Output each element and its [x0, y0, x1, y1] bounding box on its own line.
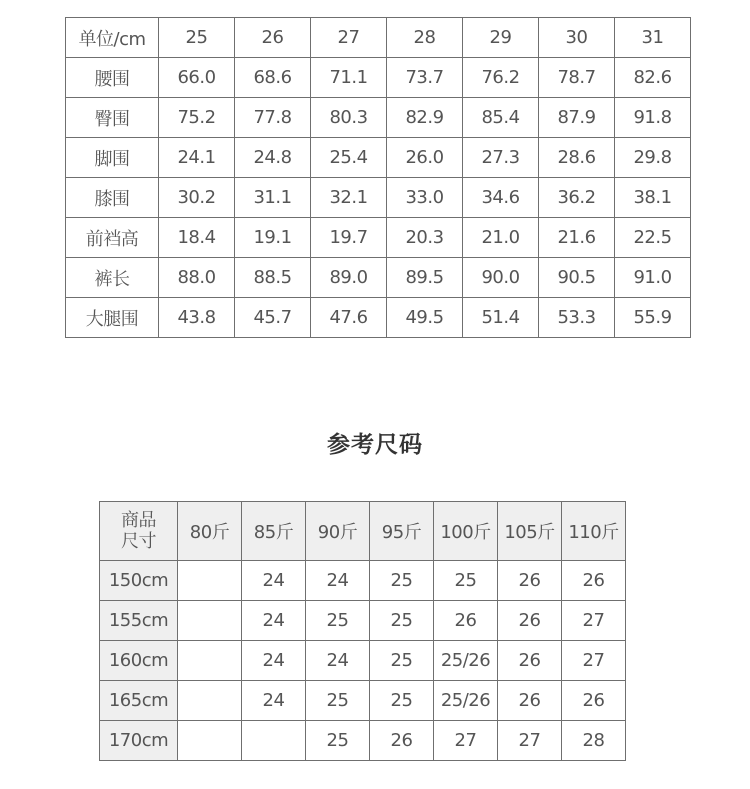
- weight-header-cell: 100斤: [434, 502, 498, 561]
- size-header-cell: 29: [463, 18, 539, 58]
- size-header-cell: 30: [539, 18, 615, 58]
- height-row: [100, 681, 626, 721]
- measure-cell: 88.5: [235, 258, 311, 298]
- size-cell: [178, 721, 242, 761]
- size-cell: 26: [370, 721, 434, 761]
- measure-cell: 25.4: [311, 138, 387, 178]
- size-cell: 25/26: [434, 681, 498, 721]
- measure-cell: 29.8: [615, 138, 691, 178]
- corner-label-line1: 商品: [121, 510, 156, 531]
- corner-label-line2: 尺寸: [121, 531, 156, 552]
- height-label: 150cm: [100, 561, 178, 601]
- size-header-cell: 31: [615, 18, 691, 58]
- measure-cell: 87.9: [539, 98, 615, 138]
- size-cell: 28: [562, 721, 626, 761]
- measure-cell: 19.7: [311, 218, 387, 258]
- size-cell: 26: [498, 601, 562, 641]
- measure-cell: 30.2: [159, 178, 235, 218]
- size-chart-table: [65, 17, 691, 338]
- row-label: 臀围: [66, 98, 159, 138]
- size-cell: [242, 721, 306, 761]
- size-cell: 25: [306, 601, 370, 641]
- measure-cell: 91.8: [615, 98, 691, 138]
- reference-size-table: [99, 501, 626, 761]
- size-cell: 25: [306, 721, 370, 761]
- measure-cell: 36.2: [539, 178, 615, 218]
- size-cell: [178, 681, 242, 721]
- measure-cell: 22.5: [615, 218, 691, 258]
- weight-header-row: [100, 502, 626, 561]
- height-label: 170cm: [100, 721, 178, 761]
- measure-cell: 90.5: [539, 258, 615, 298]
- measure-cell: 27.3: [463, 138, 539, 178]
- size-cell: 25: [370, 561, 434, 601]
- size-cell: 27: [498, 721, 562, 761]
- length-row: [66, 258, 691, 298]
- size-cell: 25: [370, 601, 434, 641]
- row-label: 裤长: [66, 258, 159, 298]
- measure-cell: 89.5: [387, 258, 463, 298]
- height-row: [100, 641, 626, 681]
- row-label: 脚围: [66, 138, 159, 178]
- size-cell: [178, 641, 242, 681]
- measure-cell: 24.1: [159, 138, 235, 178]
- measure-cell: 43.8: [159, 298, 235, 338]
- hip-row: [66, 98, 691, 138]
- weight-header-cell: 95斤: [370, 502, 434, 561]
- knee-row: [66, 178, 691, 218]
- measure-cell: 18.4: [159, 218, 235, 258]
- height-label: 155cm: [100, 601, 178, 641]
- height-row: [100, 601, 626, 641]
- measure-cell: 49.5: [387, 298, 463, 338]
- size-cell: [178, 561, 242, 601]
- size-cell: 25/26: [434, 641, 498, 681]
- row-label: 前裆高: [66, 218, 159, 258]
- measure-cell: 32.1: [311, 178, 387, 218]
- weight-header-cell: 110斤: [562, 502, 626, 561]
- measure-cell: 85.4: [463, 98, 539, 138]
- measure-cell: 89.0: [311, 258, 387, 298]
- measure-cell: 78.7: [539, 58, 615, 98]
- measure-cell: 26.0: [387, 138, 463, 178]
- size-header-cell: 28: [387, 18, 463, 58]
- measure-cell: 76.2: [463, 58, 539, 98]
- measure-cell: 88.0: [159, 258, 235, 298]
- measure-cell: 47.6: [311, 298, 387, 338]
- measure-cell: 33.0: [387, 178, 463, 218]
- measure-cell: 53.3: [539, 298, 615, 338]
- thigh-row: [66, 298, 691, 338]
- measure-cell: 21.0: [463, 218, 539, 258]
- ankle-row: [66, 138, 691, 178]
- measure-cell: 51.4: [463, 298, 539, 338]
- size-cell: 25: [306, 681, 370, 721]
- weight-header-cell: 80斤: [178, 502, 242, 561]
- size-header-cell: 26: [235, 18, 311, 58]
- size-cell: 24: [306, 561, 370, 601]
- size-cell: 24: [306, 641, 370, 681]
- weight-header-cell: 105斤: [498, 502, 562, 561]
- measure-cell: 82.9: [387, 98, 463, 138]
- measure-cell: 21.6: [539, 218, 615, 258]
- size-cell: 24: [242, 641, 306, 681]
- row-label: 腰围: [66, 58, 159, 98]
- measure-cell: 73.7: [387, 58, 463, 98]
- size-cell: 26: [498, 681, 562, 721]
- front-rise-row: [66, 218, 691, 258]
- size-cell: 24: [242, 561, 306, 601]
- measure-cell: 19.1: [235, 218, 311, 258]
- measure-cell: 24.8: [235, 138, 311, 178]
- measure-cell: 75.2: [159, 98, 235, 138]
- measure-cell: 71.1: [311, 58, 387, 98]
- measure-cell: 68.6: [235, 58, 311, 98]
- size-header-cell: 25: [159, 18, 235, 58]
- corner-header-cell: [100, 502, 178, 561]
- size-cell: 26: [498, 561, 562, 601]
- measure-cell: 90.0: [463, 258, 539, 298]
- size-cell: [178, 601, 242, 641]
- measure-cell: 34.6: [463, 178, 539, 218]
- size-cell: 27: [562, 601, 626, 641]
- size-header-row: [66, 18, 691, 58]
- size-cell: 27: [562, 641, 626, 681]
- measure-cell: 55.9: [615, 298, 691, 338]
- measure-cell: 77.8: [235, 98, 311, 138]
- weight-header-cell: 85斤: [242, 502, 306, 561]
- weight-header-cell: 90斤: [306, 502, 370, 561]
- measure-cell: 91.0: [615, 258, 691, 298]
- measure-cell: 31.1: [235, 178, 311, 218]
- size-cell: 24: [242, 601, 306, 641]
- size-cell: 26: [434, 601, 498, 641]
- row-label: 大腿围: [66, 298, 159, 338]
- height-label: 160cm: [100, 641, 178, 681]
- measure-cell: 20.3: [387, 218, 463, 258]
- waist-row: [66, 58, 691, 98]
- height-row: [100, 721, 626, 761]
- unit-header-cell: 单位/cm: [66, 18, 159, 58]
- size-cell: 25: [370, 641, 434, 681]
- size-cell: 24: [242, 681, 306, 721]
- reference-size-title: 参考尺码: [327, 432, 423, 458]
- size-cell: 26: [562, 561, 626, 601]
- height-row: [100, 561, 626, 601]
- measure-cell: 45.7: [235, 298, 311, 338]
- measure-cell: 28.6: [539, 138, 615, 178]
- size-header-cell: 27: [311, 18, 387, 58]
- size-cell: 25: [434, 561, 498, 601]
- size-cell: 26: [498, 641, 562, 681]
- measure-cell: 38.1: [615, 178, 691, 218]
- row-label: 膝围: [66, 178, 159, 218]
- size-cell: 25: [370, 681, 434, 721]
- measure-cell: 80.3: [311, 98, 387, 138]
- size-cell: 27: [434, 721, 498, 761]
- size-cell: 26: [562, 681, 626, 721]
- measure-cell: 66.0: [159, 58, 235, 98]
- height-label: 165cm: [100, 681, 178, 721]
- measure-cell: 82.6: [615, 58, 691, 98]
